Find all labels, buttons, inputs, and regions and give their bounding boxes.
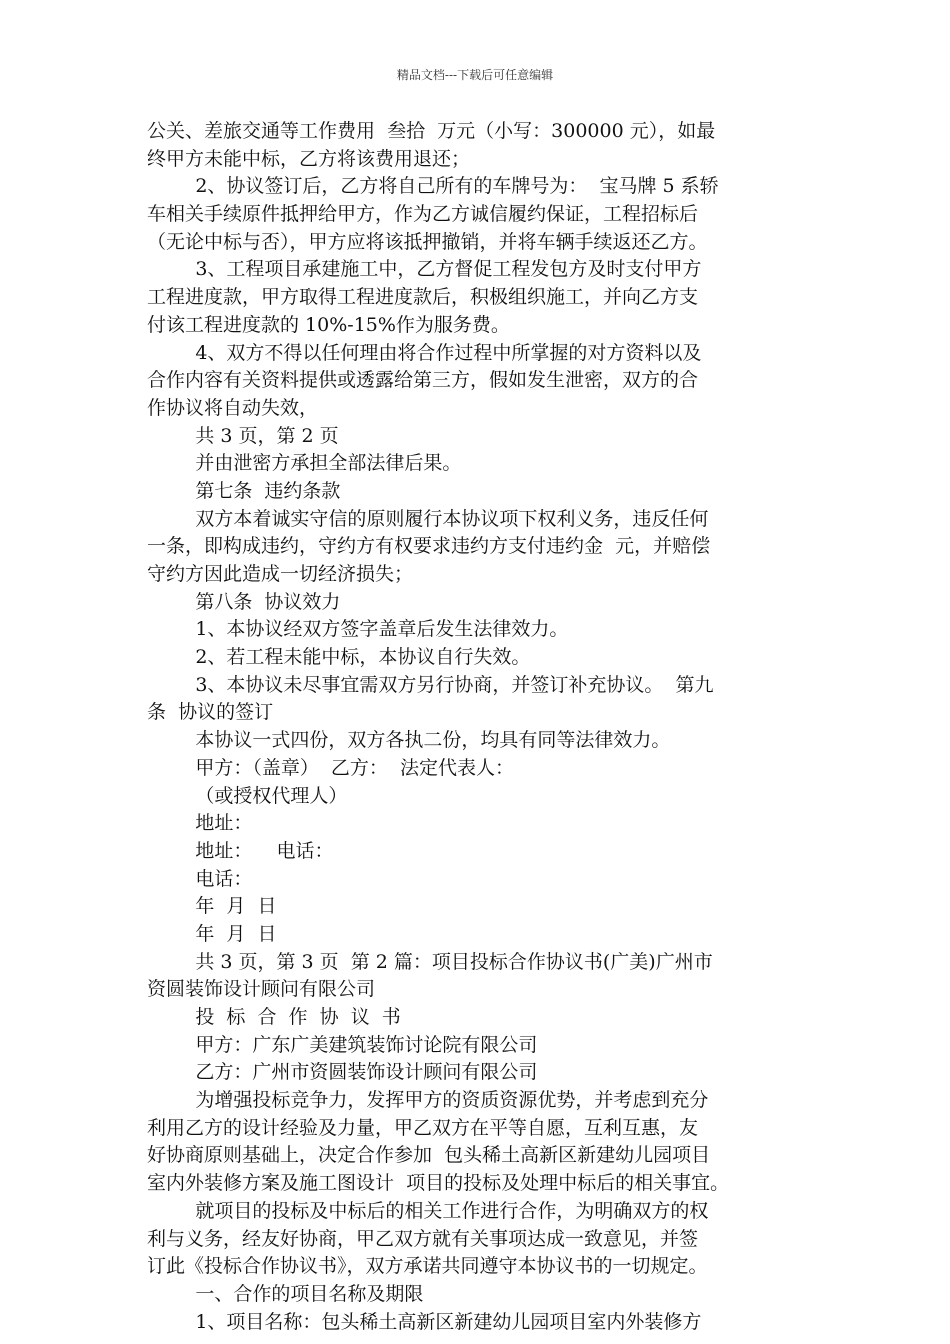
text-line: 地址： (147, 812, 253, 835)
text-line: 1、本协议经双方签字盖章后发生法律效力。 (147, 618, 569, 641)
text-line: 甲方：广东广美建筑装饰讨论院有限公司 (147, 1033, 538, 1056)
text-line: 共 3 页，第 2 页 (147, 424, 339, 447)
text-line: 订此《投标合作协议书》，双方承诺共同遵守本协议书的一切规定。 (147, 1255, 708, 1278)
text-line: 作协议将自动失效， (147, 396, 319, 419)
text-line: 并由泄密方承担全部法律后果。 (147, 452, 462, 475)
text-line: 合作内容有关资料提供或透露给第三方，假如发生泄密，双方的合 (147, 369, 699, 392)
text-line: （或授权代理人） (147, 784, 348, 807)
text-line: 终甲方未能中标，乙方将该费用退还； (147, 147, 471, 170)
text-line: 2、若工程未能中标，本协议自行失效。 (147, 646, 531, 669)
text-line: 1、项目名称：包头稀土高新区新建幼儿园项目室内外装修方 (147, 1310, 702, 1333)
text-line: 一条，即构成违约，守约方有权要求违约方支付违约金 元，并赔偿 (147, 535, 711, 558)
text-line: 为增强投标竞争力，发挥甲方的资质资源优势，并考虑到充分 (147, 1089, 709, 1112)
text-line: 共 3 页，第 3 页 第 2 篇：项目投标合作协议书(广美)广州市 (147, 950, 713, 973)
text-line: 一、合作的项目名称及期限 (147, 1282, 424, 1305)
text-line: 利用乙方的设计经验及力量，甲乙双方在平等自愿，互利互惠，友 (147, 1116, 699, 1139)
text-line: 3、工程项目承建施工中，乙方督促工程发包方及时支付甲方 (147, 258, 702, 281)
text-line: 利与义务，经友好协商，甲乙双方就有关事项达成一致意见，并签 (147, 1227, 699, 1250)
text-line: 第七条 违约条款 (147, 479, 341, 502)
text-line: 条 协议的签订 (147, 701, 274, 724)
text-line: 守约方因此造成一切经济损失； (147, 563, 414, 585)
text-line: 好协商原则基础上，决定合作参加 包头稀土高新区新建幼儿园项目 (147, 1144, 711, 1167)
text-line: 双方本着诚实守信的原则履行本协议项下权利义务，违反任何 (147, 507, 709, 530)
text-line: 车相关手续原件抵押给甲方，作为乙方诚信履约保证，工程招标后 (147, 203, 699, 226)
text-line: 就项目的投标及中标后的相关工作进行合作，为明确双方的权 (147, 1199, 709, 1222)
text-line: 2、协议签订后，乙方将自己所有的车牌号为： 宝马牌 5 系轿 (147, 175, 719, 198)
text-line: 3、本协议未尽事宜需双方另行协商，并签订补充协议。 第九 (147, 673, 714, 696)
text-line: （无论中标与否），甲方应将该抵押撤销，并将车辆手续返还乙方。 (147, 230, 708, 253)
page-header: 精品文档---下载后可任意编辑 (396, 68, 554, 82)
text-line: 4、双方不得以任何理由将合作过程中所掌握的对方资料以及 (147, 341, 702, 364)
text-line: 电话： (147, 867, 253, 890)
text-line: 年 月 日 (147, 895, 277, 918)
text-line: 投 标 合 作 协 议 书 (147, 1006, 401, 1028)
text-line: 资圆装饰设计顾问有限公司 (147, 978, 376, 1001)
document-body (147, 118, 812, 1336)
text-line: 工程进度款，甲方取得工程进度款后，积极组织施工，并向乙方支 (147, 286, 699, 309)
text-line: 地址： 电话： (147, 839, 334, 862)
text-line: 甲方：（盖章） 乙方： 法定代表人： (147, 756, 514, 779)
text-line: 付该工程进度款的 10%-15%作为服务费。 (147, 313, 510, 336)
text-line: 年 月 日 (147, 922, 277, 945)
text-line: 本协议一式四份，双方各执二份，均具有同等法律效力。 (147, 729, 671, 752)
text-line: 乙方：广州市资圆装饰设计顾问有限公司 (147, 1061, 538, 1084)
text-line: 第八条 协议效力 (147, 590, 341, 613)
text-line: 室内外装修方案及施工图设计 项目的投标及处理中标后的相关事宜。 (147, 1172, 730, 1195)
text-line: 公关、差旅交通等工作费用 叁拾 万元（小写：300000 元），如最 (147, 120, 716, 142)
